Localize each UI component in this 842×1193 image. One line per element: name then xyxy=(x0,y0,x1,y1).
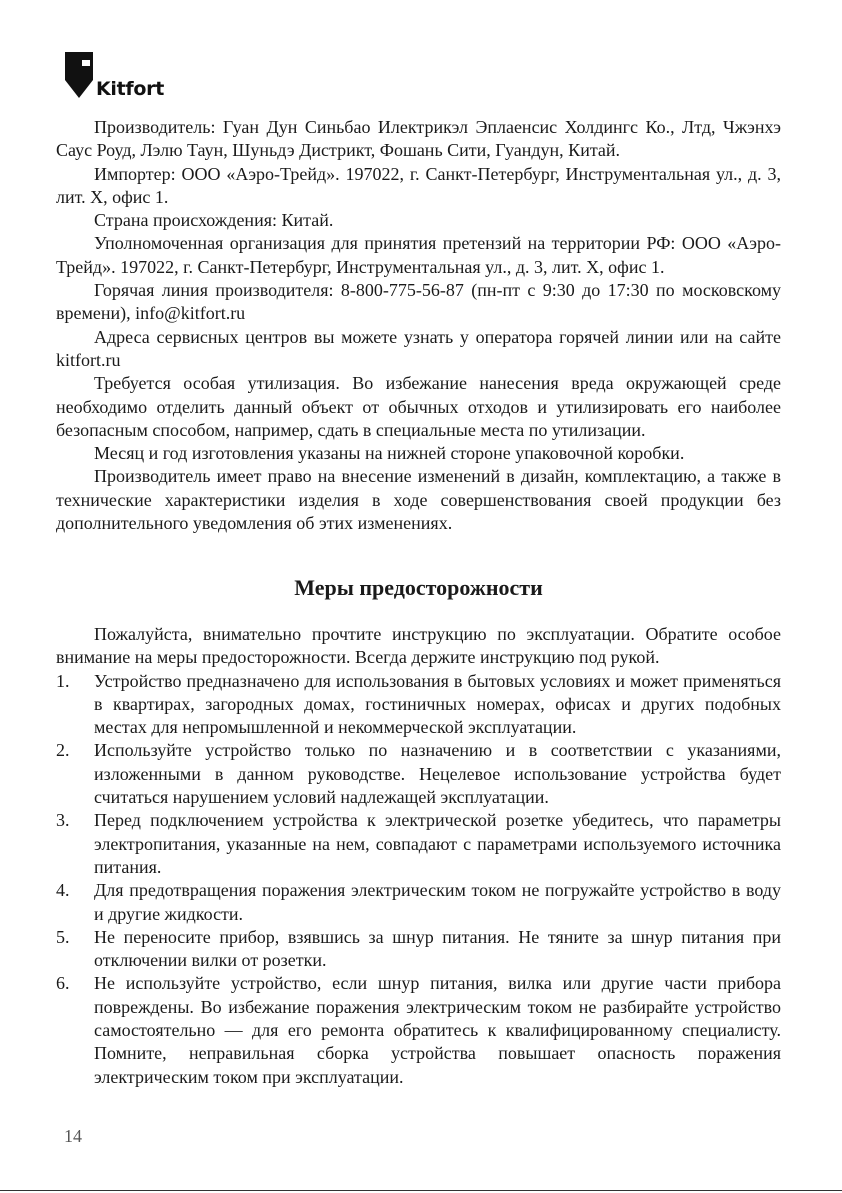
list-item xyxy=(56,809,781,879)
list-item-text: Не используйте устройство, если шнур питания, вилка или другие части прибора повреждены. Во избежание поражения электрическим током не разбирайте устройство самостоятельно — для его ремонта обратитесь к квалифицированному специалисту. Помните, неправильная сборка устройства повышает опасность поражения электрическим током при эксплуатации. xyxy=(94,973,781,1087)
precautions-section xyxy=(56,623,781,1089)
info-paragraph-changes: Производитель имеет право на внесение изменений в дизайн, комплектацию, а также в технические характеристики изделия в ходе совершенствования своей продукции без дополнительного уведомления об этих изменениях. xyxy=(56,466,781,534)
list-item-number: 2. xyxy=(56,740,70,761)
info-paragraph-service: Адреса сервисных центров вы можете узнать у оператора горячей линии или на сайте kitfort.ru xyxy=(56,326,781,370)
list-item-number: 6. xyxy=(56,973,70,994)
info-paragraph-manufacturer: Производитель: Гуан Дун Синьбао Илектрикэл Эплаенсис Холдингс Ко., Лтд, Чжэнхэ Саус Роуд, Лэлю Таун, Шуньдэ Дистрикт, Фошань Сити, Гуандун, Китай. xyxy=(56,117,781,161)
info-paragraph-disposal: Требуется особая утилизация. Во избежание нанесения вреда окружающей среде необходимо отделить данный объект от обычных отходов и утилизировать его наиболее безопасным способом, например, сдать в специальные места по утилизации. xyxy=(56,373,781,440)
list-item-number: 4. xyxy=(56,880,70,901)
info-paragraph-origin: Страна происхождения: Китай. xyxy=(94,210,334,231)
list-item xyxy=(56,926,781,973)
list-item xyxy=(56,972,781,1088)
list-item-text: Используйте устройство только по назначению и в соответствии с указаниями, изложенными в данном руководстве. Нецелевое использование устройства будет считаться нарушением условий надлежащей эксплуатации. xyxy=(94,740,781,808)
list-item-text: Перед подключением устройства к электрической розетке убедитесь, что параметры электропитания, указанные на нем, совпадают с параметрами используемого источника питания. xyxy=(94,810,781,877)
info-paragraph-claims: Уполномоченная организация для принятия претензий на территории РФ: ООО «Аэро-Трейд». 197022, г. Санкт-Петербург, Инструментальная ул., д. 3, лит. Х, офис 1. xyxy=(56,233,781,277)
precautions-list xyxy=(56,670,781,1089)
list-item-text: Для предотвращения поражения электрическим током не погружайте устройство в воду и другие жидкости. xyxy=(94,880,781,924)
brand-name: Kitfort xyxy=(96,78,164,100)
list-item-number: 5. xyxy=(56,926,70,947)
list-item xyxy=(56,879,781,926)
list-item-number: 1. xyxy=(56,670,70,691)
page-bottom-divider xyxy=(0,1190,842,1191)
list-item xyxy=(56,670,781,740)
list-item xyxy=(56,739,781,809)
list-item-number: 3. xyxy=(56,810,70,831)
info-paragraph-manufacture-date: Месяц и год изготовления указаны на нижней стороне упаковочной коробки. xyxy=(94,443,685,464)
section-heading: Меры предосторожности xyxy=(294,575,543,600)
brand-logo xyxy=(64,50,164,100)
precautions-intro: Пожалуйста, внимательно прочтите инструкцию по эксплуатации. Обратите особое внимание на меры предосторожности. Всегда держите инструкцию под рукой. xyxy=(56,624,781,668)
list-item-text: Не переносите прибор, взявшись за шнур питания. Не тяните за шнур питания при отключении вилки от розетки. xyxy=(94,926,781,971)
manufacturer-info xyxy=(56,116,781,535)
kitfort-logo-icon xyxy=(64,50,94,100)
info-paragraph-importer: Импортер: ООО «Аэро-Трейд». 197022, г. Санкт-Петербург, Инструментальная ул., д. 3, лит. Х, офис 1. xyxy=(56,163,781,207)
list-item-text: Устройство предназначено для использования в бытовых условиях и может применяться в квартирах, загородных домах, гостиничных номерах, офисах и других подобных местах для непромышленной и некоммерческой эксплуатации. xyxy=(94,670,781,738)
page-number: 14 xyxy=(64,1126,82,1146)
info-paragraph-hotline: Горячая линия производителя: 8-800-775-56-87 (пн-пт с 9:30 до 17:30 по московскому времени), info@kitfort.ru xyxy=(56,280,781,324)
